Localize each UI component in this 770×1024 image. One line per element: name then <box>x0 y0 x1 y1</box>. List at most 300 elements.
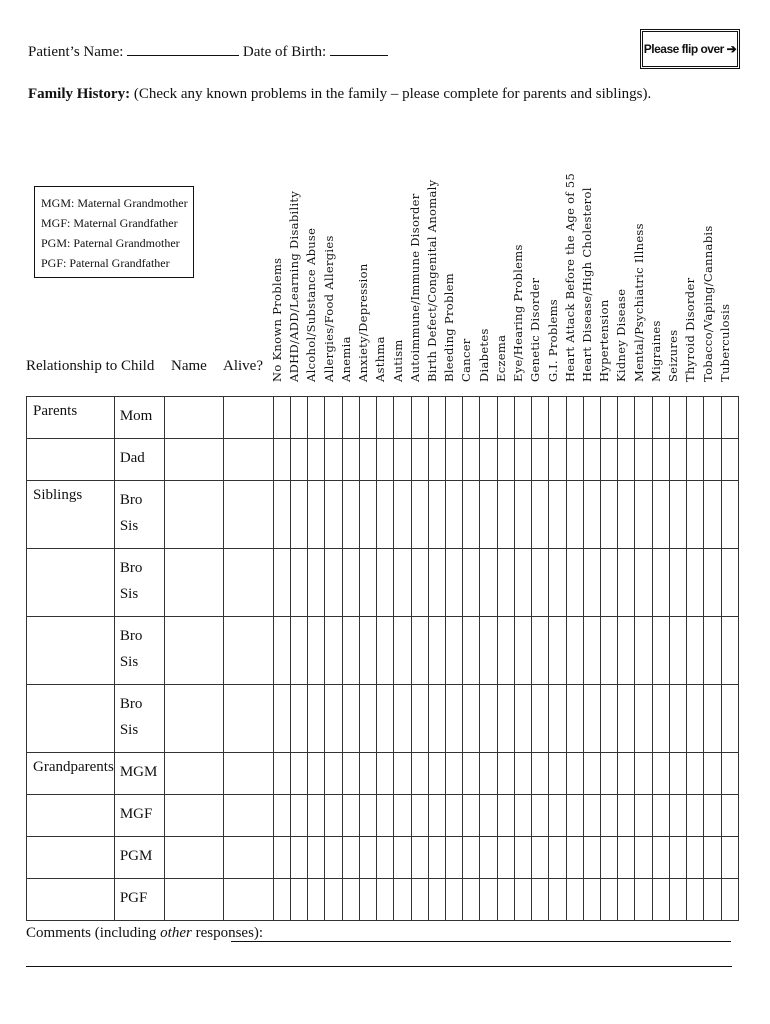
condition-checkbox-cell[interactable] <box>428 795 445 837</box>
condition-checkbox-cell[interactable] <box>532 795 549 837</box>
condition-checkbox-cell[interactable] <box>514 439 531 481</box>
name-cell[interactable] <box>164 795 223 837</box>
condition-checkbox-cell[interactable] <box>704 549 721 617</box>
condition-checkbox-cell[interactable] <box>342 837 359 879</box>
comments-field[interactable] <box>231 941 731 942</box>
condition-checkbox-cell[interactable] <box>635 753 652 795</box>
condition-checkbox-cell[interactable] <box>446 795 463 837</box>
condition-checkbox-cell[interactable] <box>394 753 411 795</box>
condition-checkbox-cell[interactable] <box>428 837 445 879</box>
condition-checkbox-cell[interactable] <box>446 879 463 921</box>
condition-checkbox-cell[interactable] <box>377 837 394 879</box>
condition-checkbox-cell[interactable] <box>377 617 394 685</box>
condition-checkbox-cell[interactable] <box>669 685 686 753</box>
condition-checkbox-cell[interactable] <box>618 685 635 753</box>
condition-checkbox-cell[interactable] <box>704 879 721 921</box>
condition-checkbox-cell[interactable] <box>411 439 428 481</box>
condition-checkbox-cell[interactable] <box>325 481 342 549</box>
condition-checkbox-cell[interactable] <box>359 439 376 481</box>
condition-checkbox-cell[interactable] <box>411 795 428 837</box>
condition-checkbox-cell[interactable] <box>325 397 342 439</box>
condition-checkbox-cell[interactable] <box>687 795 704 837</box>
condition-checkbox-cell[interactable] <box>273 837 290 879</box>
condition-checkbox-cell[interactable] <box>600 397 617 439</box>
condition-checkbox-cell[interactable] <box>652 617 669 685</box>
condition-checkbox-cell[interactable] <box>497 879 514 921</box>
condition-checkbox-cell[interactable] <box>721 753 738 795</box>
condition-checkbox-cell[interactable] <box>549 753 566 795</box>
condition-checkbox-cell[interactable] <box>583 753 600 795</box>
condition-checkbox-cell[interactable] <box>480 439 497 481</box>
condition-checkbox-cell[interactable] <box>325 439 342 481</box>
condition-checkbox-cell[interactable] <box>291 481 308 549</box>
condition-checkbox-cell[interactable] <box>446 549 463 617</box>
condition-checkbox-cell[interactable] <box>549 795 566 837</box>
condition-checkbox-cell[interactable] <box>428 397 445 439</box>
condition-checkbox-cell[interactable] <box>342 439 359 481</box>
condition-checkbox-cell[interactable] <box>635 837 652 879</box>
condition-checkbox-cell[interactable] <box>359 837 376 879</box>
condition-checkbox-cell[interactable] <box>273 439 290 481</box>
condition-checkbox-cell[interactable] <box>446 481 463 549</box>
condition-checkbox-cell[interactable] <box>411 753 428 795</box>
condition-checkbox-cell[interactable] <box>411 617 428 685</box>
condition-checkbox-cell[interactable] <box>291 685 308 753</box>
condition-checkbox-cell[interactable] <box>394 617 411 685</box>
condition-checkbox-cell[interactable] <box>669 549 686 617</box>
condition-checkbox-cell[interactable] <box>497 685 514 753</box>
name-cell[interactable] <box>164 549 223 617</box>
condition-checkbox-cell[interactable] <box>411 397 428 439</box>
alive-cell[interactable] <box>223 837 273 879</box>
condition-checkbox-cell[interactable] <box>480 397 497 439</box>
condition-checkbox-cell[interactable] <box>291 795 308 837</box>
condition-checkbox-cell[interactable] <box>635 879 652 921</box>
condition-checkbox-cell[interactable] <box>687 753 704 795</box>
condition-checkbox-cell[interactable] <box>377 879 394 921</box>
condition-checkbox-cell[interactable] <box>532 837 549 879</box>
condition-checkbox-cell[interactable] <box>514 617 531 685</box>
condition-checkbox-cell[interactable] <box>514 879 531 921</box>
condition-checkbox-cell[interactable] <box>308 481 325 549</box>
condition-checkbox-cell[interactable] <box>721 481 738 549</box>
condition-checkbox-cell[interactable] <box>583 549 600 617</box>
name-cell[interactable] <box>164 617 223 685</box>
condition-checkbox-cell[interactable] <box>566 549 583 617</box>
condition-checkbox-cell[interactable] <box>377 439 394 481</box>
condition-checkbox-cell[interactable] <box>394 439 411 481</box>
condition-checkbox-cell[interactable] <box>549 879 566 921</box>
condition-checkbox-cell[interactable] <box>291 549 308 617</box>
condition-checkbox-cell[interactable] <box>480 879 497 921</box>
condition-checkbox-cell[interactable] <box>618 439 635 481</box>
condition-checkbox-cell[interactable] <box>497 549 514 617</box>
condition-checkbox-cell[interactable] <box>618 753 635 795</box>
condition-checkbox-cell[interactable] <box>652 549 669 617</box>
condition-checkbox-cell[interactable] <box>463 837 480 879</box>
condition-checkbox-cell[interactable] <box>463 617 480 685</box>
condition-checkbox-cell[interactable] <box>583 795 600 837</box>
condition-checkbox-cell[interactable] <box>721 879 738 921</box>
condition-checkbox-cell[interactable] <box>273 397 290 439</box>
condition-checkbox-cell[interactable] <box>618 617 635 685</box>
condition-checkbox-cell[interactable] <box>411 879 428 921</box>
condition-checkbox-cell[interactable] <box>394 397 411 439</box>
legend-item: MGM: Maternal Grandmother <box>41 196 188 210</box>
condition-checkbox-cell[interactable] <box>273 753 290 795</box>
condition-checkbox-cell[interactable] <box>721 685 738 753</box>
condition-checkbox-cell[interactable] <box>618 549 635 617</box>
condition-checkbox-cell[interactable] <box>463 481 480 549</box>
condition-checkbox-cell[interactable] <box>652 879 669 921</box>
condition-checkbox-cell[interactable] <box>721 837 738 879</box>
condition-checkbox-cell[interactable] <box>394 837 411 879</box>
condition-checkbox-cell[interactable] <box>687 837 704 879</box>
condition-checkbox-cell[interactable] <box>480 481 497 549</box>
condition-checkbox-cell[interactable] <box>325 795 342 837</box>
name-cell[interactable] <box>164 753 223 795</box>
condition-checkbox-cell[interactable] <box>325 685 342 753</box>
condition-checkbox-cell[interactable] <box>600 617 617 685</box>
condition-checkbox-cell[interactable] <box>600 753 617 795</box>
condition-checkbox-cell[interactable] <box>704 397 721 439</box>
condition-checkbox-cell[interactable] <box>532 617 549 685</box>
condition-checkbox-cell[interactable] <box>480 837 497 879</box>
condition-checkbox-cell[interactable] <box>463 879 480 921</box>
condition-checkbox-cell[interactable] <box>428 879 445 921</box>
condition-checkbox-cell[interactable] <box>428 753 445 795</box>
condition-checkbox-cell[interactable] <box>532 685 549 753</box>
condition-checkbox-cell[interactable] <box>669 753 686 795</box>
condition-checkbox-cell[interactable] <box>428 439 445 481</box>
condition-checkbox-cell[interactable] <box>411 837 428 879</box>
condition-checkbox-cell[interactable] <box>618 795 635 837</box>
condition-header: Cancer <box>459 338 474 382</box>
condition-checkbox-cell[interactable] <box>566 753 583 795</box>
condition-checkbox-cell[interactable] <box>342 549 359 617</box>
condition-checkbox-cell[interactable] <box>600 685 617 753</box>
condition-checkbox-cell[interactable] <box>514 795 531 837</box>
condition-checkbox-cell[interactable] <box>532 753 549 795</box>
condition-checkbox-cell[interactable] <box>308 397 325 439</box>
alive-cell[interactable] <box>223 753 273 795</box>
condition-checkbox-cell[interactable] <box>635 397 652 439</box>
condition-checkbox-cell[interactable] <box>669 879 686 921</box>
condition-checkbox-cell[interactable] <box>394 879 411 921</box>
condition-checkbox-cell[interactable] <box>600 439 617 481</box>
condition-checkbox-cell[interactable] <box>514 549 531 617</box>
condition-checkbox-cell[interactable] <box>463 753 480 795</box>
condition-checkbox-cell[interactable] <box>532 549 549 617</box>
condition-checkbox-cell[interactable] <box>359 549 376 617</box>
condition-checkbox-cell[interactable] <box>480 753 497 795</box>
condition-checkbox-cell[interactable] <box>394 549 411 617</box>
condition-checkbox-cell[interactable] <box>463 549 480 617</box>
condition-checkbox-cell[interactable] <box>532 397 549 439</box>
condition-checkbox-cell[interactable] <box>291 439 308 481</box>
condition-checkbox-cell[interactable] <box>566 617 583 685</box>
condition-checkbox-cell[interactable] <box>721 439 738 481</box>
condition-checkbox-cell[interactable] <box>497 481 514 549</box>
condition-checkbox-cell[interactable] <box>635 549 652 617</box>
condition-checkbox-cell[interactable] <box>463 795 480 837</box>
condition-checkbox-cell[interactable] <box>446 753 463 795</box>
condition-checkbox-cell[interactable] <box>687 397 704 439</box>
condition-checkbox-cell[interactable] <box>514 837 531 879</box>
condition-checkbox-cell[interactable] <box>635 685 652 753</box>
condition-checkbox-cell[interactable] <box>359 617 376 685</box>
condition-checkbox-cell[interactable] <box>687 617 704 685</box>
condition-checkbox-cell[interactable] <box>428 481 445 549</box>
condition-checkbox-cell[interactable] <box>687 481 704 549</box>
condition-checkbox-cell[interactable] <box>652 481 669 549</box>
condition-checkbox-cell[interactable] <box>394 685 411 753</box>
condition-checkbox-cell[interactable] <box>704 481 721 549</box>
condition-checkbox-cell[interactable] <box>549 481 566 549</box>
condition-checkbox-cell[interactable] <box>377 481 394 549</box>
condition-checkbox-cell[interactable] <box>549 549 566 617</box>
condition-checkbox-cell[interactable] <box>342 617 359 685</box>
condition-checkbox-cell[interactable] <box>273 549 290 617</box>
condition-checkbox-cell[interactable] <box>359 879 376 921</box>
condition-checkbox-cell[interactable] <box>652 397 669 439</box>
condition-checkbox-cell[interactable] <box>635 617 652 685</box>
condition-checkbox-cell[interactable] <box>359 481 376 549</box>
condition-checkbox-cell[interactable] <box>377 753 394 795</box>
condition-checkbox-cell[interactable] <box>359 685 376 753</box>
condition-checkbox-cell[interactable] <box>514 397 531 439</box>
condition-checkbox-cell[interactable] <box>652 753 669 795</box>
alive-cell[interactable] <box>223 795 273 837</box>
condition-checkbox-cell[interactable] <box>446 837 463 879</box>
condition-checkbox-cell[interactable] <box>635 481 652 549</box>
condition-checkbox-cell[interactable] <box>308 617 325 685</box>
condition-checkbox-cell[interactable] <box>411 549 428 617</box>
condition-checkbox-cell[interactable] <box>532 481 549 549</box>
alive-cell[interactable] <box>223 481 273 549</box>
condition-checkbox-cell[interactable] <box>600 837 617 879</box>
condition-checkbox-cell[interactable] <box>446 617 463 685</box>
name-cell[interactable] <box>164 397 223 439</box>
family-member-label: Sis <box>119 586 139 602</box>
condition-checkbox-cell[interactable] <box>359 397 376 439</box>
condition-checkbox-cell[interactable] <box>377 549 394 617</box>
condition-checkbox-cell[interactable] <box>600 481 617 549</box>
condition-checkbox-cell[interactable] <box>446 397 463 439</box>
condition-checkbox-cell[interactable] <box>549 439 566 481</box>
condition-checkbox-cell[interactable] <box>480 549 497 617</box>
condition-checkbox-cell[interactable] <box>463 397 480 439</box>
condition-checkbox-cell[interactable] <box>532 439 549 481</box>
condition-checkbox-cell[interactable] <box>308 685 325 753</box>
condition-checkbox-cell[interactable] <box>446 439 463 481</box>
condition-checkbox-cell[interactable] <box>704 795 721 837</box>
condition-checkbox-cell[interactable] <box>669 795 686 837</box>
condition-checkbox-cell[interactable] <box>652 439 669 481</box>
name-cell[interactable] <box>164 837 223 879</box>
condition-checkbox-cell[interactable] <box>291 879 308 921</box>
condition-checkbox-cell[interactable] <box>325 879 342 921</box>
condition-checkbox-cell[interactable] <box>377 795 394 837</box>
condition-checkbox-cell[interactable] <box>428 617 445 685</box>
condition-checkbox-cell[interactable] <box>600 549 617 617</box>
condition-checkbox-cell[interactable] <box>669 617 686 685</box>
condition-checkbox-cell[interactable] <box>704 685 721 753</box>
condition-checkbox-cell[interactable] <box>325 837 342 879</box>
condition-checkbox-cell[interactable] <box>618 397 635 439</box>
condition-checkbox-cell[interactable] <box>687 549 704 617</box>
condition-checkbox-cell[interactable] <box>635 439 652 481</box>
patient-name-field[interactable] <box>127 41 239 56</box>
condition-checkbox-cell[interactable] <box>446 685 463 753</box>
condition-header: Alcohol/Substance Abuse <box>304 227 319 382</box>
condition-checkbox-cell[interactable] <box>635 795 652 837</box>
condition-checkbox-cell[interactable] <box>497 397 514 439</box>
condition-checkbox-cell[interactable] <box>325 549 342 617</box>
condition-checkbox-cell[interactable] <box>721 617 738 685</box>
condition-checkbox-cell[interactable] <box>497 753 514 795</box>
condition-checkbox-cell[interactable] <box>583 837 600 879</box>
name-cell[interactable] <box>164 481 223 549</box>
condition-checkbox-cell[interactable] <box>669 837 686 879</box>
condition-checkbox-cell[interactable] <box>566 685 583 753</box>
alive-cell[interactable] <box>223 397 273 439</box>
condition-checkbox-cell[interactable] <box>291 397 308 439</box>
condition-checkbox-cell[interactable] <box>342 879 359 921</box>
condition-checkbox-cell[interactable] <box>273 617 290 685</box>
condition-checkbox-cell[interactable] <box>394 481 411 549</box>
alive-cell[interactable] <box>223 879 273 921</box>
condition-checkbox-cell[interactable] <box>549 617 566 685</box>
condition-checkbox-cell[interactable] <box>566 837 583 879</box>
name-cell[interactable] <box>164 685 223 753</box>
alive-cell[interactable] <box>223 685 273 753</box>
condition-checkbox-cell[interactable] <box>618 879 635 921</box>
condition-checkbox-cell[interactable] <box>291 837 308 879</box>
condition-checkbox-cell[interactable] <box>687 439 704 481</box>
condition-checkbox-cell[interactable] <box>308 879 325 921</box>
condition-checkbox-cell[interactable] <box>669 481 686 549</box>
condition-checkbox-cell[interactable] <box>497 439 514 481</box>
condition-checkbox-cell[interactable] <box>566 879 583 921</box>
condition-checkbox-cell[interactable] <box>566 481 583 549</box>
condition-checkbox-cell[interactable] <box>566 439 583 481</box>
condition-checkbox-cell[interactable] <box>428 685 445 753</box>
condition-checkbox-cell[interactable] <box>411 685 428 753</box>
alive-cell[interactable] <box>223 549 273 617</box>
condition-checkbox-cell[interactable] <box>377 685 394 753</box>
condition-checkbox-cell[interactable] <box>497 617 514 685</box>
dob-field[interactable] <box>330 41 388 56</box>
condition-checkbox-cell[interactable] <box>497 837 514 879</box>
condition-checkbox-cell[interactable] <box>583 397 600 439</box>
condition-checkbox-cell[interactable] <box>342 481 359 549</box>
condition-checkbox-cell[interactable] <box>704 439 721 481</box>
condition-checkbox-cell[interactable] <box>549 685 566 753</box>
condition-checkbox-cell[interactable] <box>652 795 669 837</box>
condition-checkbox-cell[interactable] <box>273 481 290 549</box>
condition-checkbox-cell[interactable] <box>325 617 342 685</box>
condition-checkbox-cell[interactable] <box>583 481 600 549</box>
condition-checkbox-cell[interactable] <box>669 397 686 439</box>
condition-checkbox-cell[interactable] <box>377 397 394 439</box>
condition-checkbox-cell[interactable] <box>514 481 531 549</box>
name-cell[interactable] <box>164 879 223 921</box>
condition-checkbox-cell[interactable] <box>721 397 738 439</box>
condition-checkbox-cell[interactable] <box>600 879 617 921</box>
condition-checkbox-cell[interactable] <box>514 685 531 753</box>
condition-checkbox-cell[interactable] <box>394 795 411 837</box>
condition-checkbox-cell[interactable] <box>359 795 376 837</box>
condition-checkbox-cell[interactable] <box>463 685 480 753</box>
condition-checkbox-cell[interactable] <box>514 753 531 795</box>
condition-checkbox-cell[interactable] <box>704 753 721 795</box>
comments-field-extra-line[interactable] <box>26 966 732 967</box>
condition-checkbox-cell[interactable] <box>669 439 686 481</box>
condition-checkbox-cell[interactable] <box>549 397 566 439</box>
condition-checkbox-cell[interactable] <box>549 837 566 879</box>
condition-checkbox-cell[interactable] <box>308 837 325 879</box>
condition-checkbox-cell[interactable] <box>618 837 635 879</box>
condition-checkbox-cell[interactable] <box>308 753 325 795</box>
alive-cell[interactable] <box>223 617 273 685</box>
condition-checkbox-cell[interactable] <box>583 685 600 753</box>
condition-checkbox-cell[interactable] <box>342 795 359 837</box>
condition-checkbox-cell[interactable] <box>687 685 704 753</box>
condition-checkbox-cell[interactable] <box>273 879 290 921</box>
condition-checkbox-cell[interactable] <box>566 397 583 439</box>
condition-checkbox-cell[interactable] <box>428 549 445 617</box>
alive-cell[interactable] <box>223 439 273 481</box>
condition-checkbox-cell[interactable] <box>342 397 359 439</box>
condition-checkbox-cell[interactable] <box>342 753 359 795</box>
condition-checkbox-cell[interactable] <box>308 549 325 617</box>
condition-checkbox-cell[interactable] <box>532 879 549 921</box>
condition-checkbox-cell[interactable] <box>291 753 308 795</box>
condition-checkbox-cell[interactable] <box>308 439 325 481</box>
condition-checkbox-cell[interactable] <box>687 879 704 921</box>
condition-checkbox-cell[interactable] <box>618 481 635 549</box>
relationship-header: Relationship to Child <box>26 358 155 374</box>
condition-checkbox-cell[interactable] <box>463 439 480 481</box>
condition-checkbox-cell[interactable] <box>721 795 738 837</box>
name-cell[interactable] <box>164 439 223 481</box>
condition-checkbox-cell[interactable] <box>291 617 308 685</box>
condition-checkbox-cell[interactable] <box>480 795 497 837</box>
condition-checkbox-cell[interactable] <box>308 795 325 837</box>
condition-checkbox-cell[interactable] <box>480 617 497 685</box>
name-header: Name <box>171 358 207 374</box>
condition-checkbox-cell[interactable] <box>325 753 342 795</box>
condition-checkbox-cell[interactable] <box>721 549 738 617</box>
condition-checkbox-cell[interactable] <box>704 837 721 879</box>
condition-checkbox-cell[interactable] <box>600 795 617 837</box>
condition-checkbox-cell[interactable] <box>652 837 669 879</box>
condition-checkbox-cell[interactable] <box>583 617 600 685</box>
condition-checkbox-cell[interactable] <box>273 685 290 753</box>
condition-checkbox-cell[interactable] <box>497 795 514 837</box>
condition-checkbox-cell[interactable] <box>583 879 600 921</box>
condition-checkbox-cell[interactable] <box>342 685 359 753</box>
condition-checkbox-cell[interactable] <box>583 439 600 481</box>
condition-checkbox-cell[interactable] <box>359 753 376 795</box>
condition-checkbox-cell[interactable] <box>480 685 497 753</box>
condition-checkbox-cell[interactable] <box>273 795 290 837</box>
condition-checkbox-cell[interactable] <box>411 481 428 549</box>
condition-checkbox-cell[interactable] <box>704 617 721 685</box>
condition-checkbox-cell[interactable] <box>652 685 669 753</box>
condition-checkbox-cell[interactable] <box>566 795 583 837</box>
